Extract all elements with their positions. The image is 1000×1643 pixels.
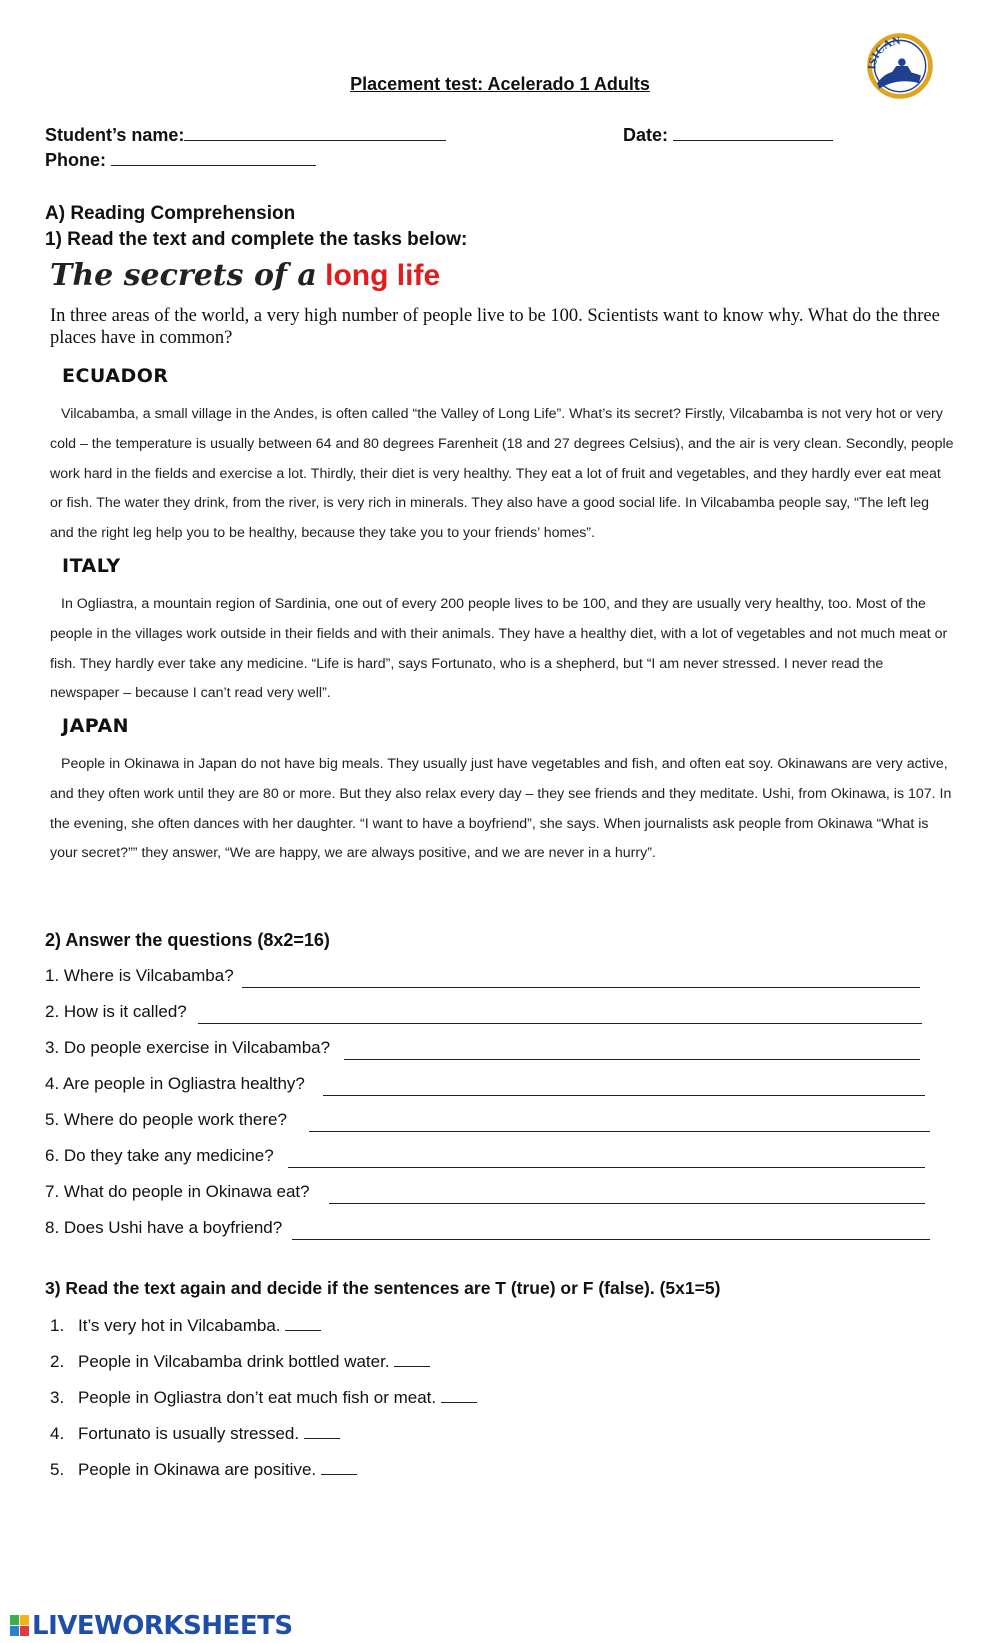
tf-item-text: Fortunato is usually stressed. — [78, 1424, 300, 1443]
country-ecuador: ECUADOR — [62, 365, 169, 387]
paragraph-italy — [50, 590, 955, 709]
tf-item-1 — [50, 1314, 321, 1336]
question-2: 2. How is it called? — [45, 1002, 187, 1021]
paragraph-italy-text: In Ogliastra, a mountain region of Sardinia, one out of every 200 people lives to be 100, and they are usually very healthy, too. Most of the people in the villages work outside in their fields and with their animals. They have a healthy diet, with a lot of vegetables and not much meat or fish. They hardly ever take any medicine. “Life is hard”, says Fortunato, who is a shepherd, but “I am never stressed. I never read the newspaper – because I can’t read very well”. — [50, 596, 948, 702]
tf-item-text: People in Ogliastra don’t eat much fish or meat. — [78, 1388, 437, 1407]
tf-item-number: 3. — [50, 1388, 65, 1407]
tf-answer-line-3[interactable] — [441, 1386, 477, 1403]
date-field[interactable] — [623, 124, 833, 146]
page-title: Placement test: Acelerado 1 Adults — [350, 74, 650, 94]
tf-item-2 — [50, 1350, 430, 1372]
question-1: 1. Where is Vilcabamba? — [45, 966, 234, 985]
question-3: 3. Do people exercise in Vilcabamba? — [45, 1038, 331, 1057]
paragraph-japan — [50, 750, 955, 869]
tf-item-4 — [50, 1422, 340, 1444]
phone-line — [111, 149, 316, 166]
student-name-line — [184, 124, 446, 141]
tf-item-number: 2. — [50, 1352, 65, 1371]
country-italy: ITALY — [62, 555, 121, 577]
tf-item-number: 4. — [50, 1424, 65, 1443]
answer-line-3[interactable] — [344, 1059, 920, 1060]
answer-line-4[interactable] — [323, 1095, 925, 1096]
date-label: Date: — [623, 125, 669, 145]
tf-answer-line-4[interactable] — [304, 1422, 340, 1439]
section-a-heading: A) Reading Comprehension — [45, 203, 296, 224]
tf-item-5 — [50, 1458, 357, 1480]
tf-answer-line-2[interactable] — [394, 1350, 430, 1367]
brand-text: LIVEWORKSHEETS — [32, 1611, 293, 1641]
tf-item-text: People in Okinawa are positive. — [78, 1460, 317, 1479]
paragraph-ecuador-text: Vilcabamba, a small village in the Andes, is often called “the Valley of Long Life”. What’s its secret? Firstly, Vilcabamba is not very hot or very cold – the temperature is usually between 64 and 80 degrees Farenheit (18 and 27 degrees Celsius), and the air is very clean. Secondly, people work hard in the fields and exercise a lot. Thirdly, their diet is very healthy. They eat a lot of fruit and vegetables, and they hardly ever eat meat or fish. The water they drink, from the river, is very rich in minerals. They also have a good social life. In Vilcabamba people say, “The left leg and the right leg help you to be healthy, because they take you to your friends’ homes”. — [50, 406, 954, 542]
answer-line-6[interactable] — [288, 1167, 925, 1168]
tf-item-number: 5. — [50, 1460, 65, 1479]
phone-label: Phone: — [45, 150, 106, 170]
tf-answer-line-5[interactable] — [321, 1458, 357, 1475]
question-4: 4. Are people in Ogliastra healthy? — [45, 1074, 305, 1093]
task-1-heading: 1) Read the text and complete the tasks below: — [45, 229, 468, 250]
story-title-highlight: long life — [325, 259, 441, 292]
date-line — [673, 124, 833, 141]
true-false-heading: 3) Read the text again and decide if the sentences are T (true) or F (false). (5x1=5) — [45, 1278, 721, 1298]
answer-line-1[interactable] — [242, 987, 920, 988]
liveworksheets-icon — [10, 1615, 30, 1637]
tf-item-3 — [50, 1386, 477, 1408]
question-6: 6. Do they take any medicine? — [45, 1146, 274, 1165]
tf-item-number: 1. — [50, 1316, 65, 1335]
school-logo — [862, 28, 938, 104]
phone-field[interactable] — [45, 149, 316, 171]
answer-line-8[interactable] — [292, 1239, 930, 1240]
footer-brand[interactable] — [10, 1611, 293, 1641]
questions-heading: 2) Answer the questions (8x2=16) — [45, 930, 330, 950]
student-name-field[interactable] — [45, 124, 446, 146]
paragraph-japan-text: People in Okinawa in Japan do not have big meals. They usually just have vegetables and fish, and often eat soy. Okinawans are very active, and they often work until they are 80 or more. But they also relax every day – they see friends and they meditate. Ushi, from Okinawa, is 107. In the evening, she often dances with her daughter. “I want to have a boyfriend”, she says. When journalists ask people from Okinawa “What is your secret?”” they answer, “We are happy, we are always positive, and we are never in a hurry”. — [50, 756, 952, 862]
tf-item-text: It’s very hot in Vilcabamba. — [78, 1316, 281, 1335]
story-intro: In three areas of the world, a very high number of people live to be 100. Scientists want to know why. What do the three places have in common? — [50, 306, 940, 348]
story-title — [50, 258, 440, 293]
answer-line-7[interactable] — [329, 1203, 925, 1204]
question-5: 5. Where do people work there? — [45, 1110, 287, 1129]
country-japan: JAPAN — [62, 715, 130, 737]
story-title-script: The secrets of a — [50, 258, 317, 293]
question-7: 7. What do people in Okinawa eat? — [45, 1182, 310, 1201]
logo-text: ISICAN — [866, 35, 902, 71]
question-8: 8. Does Ushi have a boyfriend? — [45, 1218, 283, 1237]
student-name-label: Student’s name: — [45, 125, 185, 145]
tf-item-text: People in Vilcabamba drink bottled water. — [78, 1352, 390, 1371]
paragraph-ecuador — [50, 400, 955, 549]
answer-line-5[interactable] — [309, 1131, 930, 1132]
answer-line-2[interactable] — [198, 1023, 922, 1024]
tf-answer-line-1[interactable] — [285, 1314, 321, 1331]
